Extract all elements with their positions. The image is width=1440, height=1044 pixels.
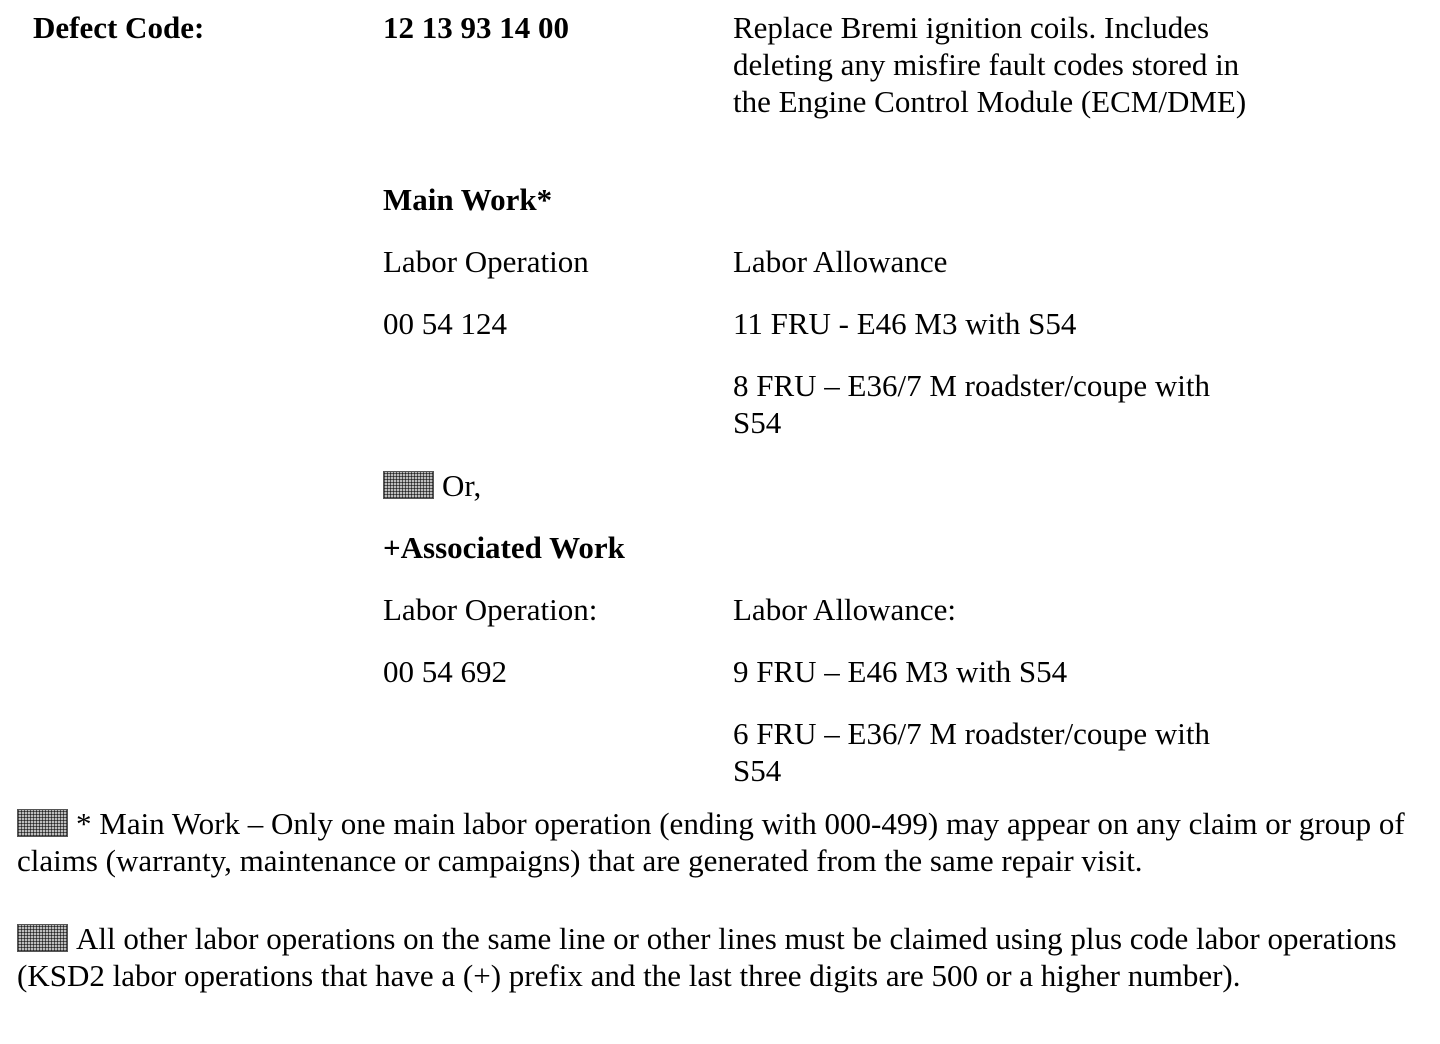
associated-labor-allowance-1: 9 FRU – E46 M3 with S54	[733, 654, 1068, 689]
associated-labor-allowance-header: Labor Allowance:	[733, 592, 956, 627]
associated-labor-allowance-2: 6 FRU – E36/7 M roadster/coupe with S54	[733, 716, 1211, 788]
change-marker-icon	[17, 924, 68, 952]
associated-labor-operation-value: 00 54 692	[383, 654, 507, 689]
main-labor-allowance-1: 11 FRU - E46 M3 with S54	[733, 306, 1077, 341]
defect-description: Replace Bremi ignition coils. Includes deleting any misfire fault codes stored in the Engine Control Module (ECM/DME)	[733, 10, 1247, 119]
main-labor-operation-header: Labor Operation	[383, 244, 589, 279]
main-labor-allowance-header: Labor Allowance	[733, 244, 948, 279]
change-marker-icon	[17, 809, 68, 837]
note-other-operations	[17, 920, 1417, 994]
main-labor-operation-value: 00 54 124	[383, 306, 507, 341]
main-work-heading: Main Work*	[383, 182, 553, 217]
note-main-work-text: * Main Work – Only one main labor operation (ending with 000-499) may appear on any claim or group of claims (warranty, maintenance or campaigns) that are generated from the same repair visit.	[17, 806, 1405, 878]
note-main-work	[17, 805, 1417, 879]
defect-code-label: Defect Code:	[33, 10, 205, 45]
or-text: Or,	[442, 468, 482, 503]
change-marker-icon	[383, 471, 434, 499]
note-other-operations-text: All other labor operations on the same line or other lines must be claimed using plus code labor operations (KSD2 labor operations that have a (+) prefix and the last three digits are 500 or a higher number).	[17, 921, 1397, 993]
main-labor-allowance-2: 8 FRU – E36/7 M roadster/coupe with S54	[733, 368, 1211, 440]
defect-code-value: 12 13 93 14 00	[383, 10, 569, 45]
associated-work-heading: +Associated Work	[383, 530, 625, 565]
associated-labor-operation-header: Labor Operation:	[383, 592, 598, 627]
or-line	[383, 467, 481, 504]
